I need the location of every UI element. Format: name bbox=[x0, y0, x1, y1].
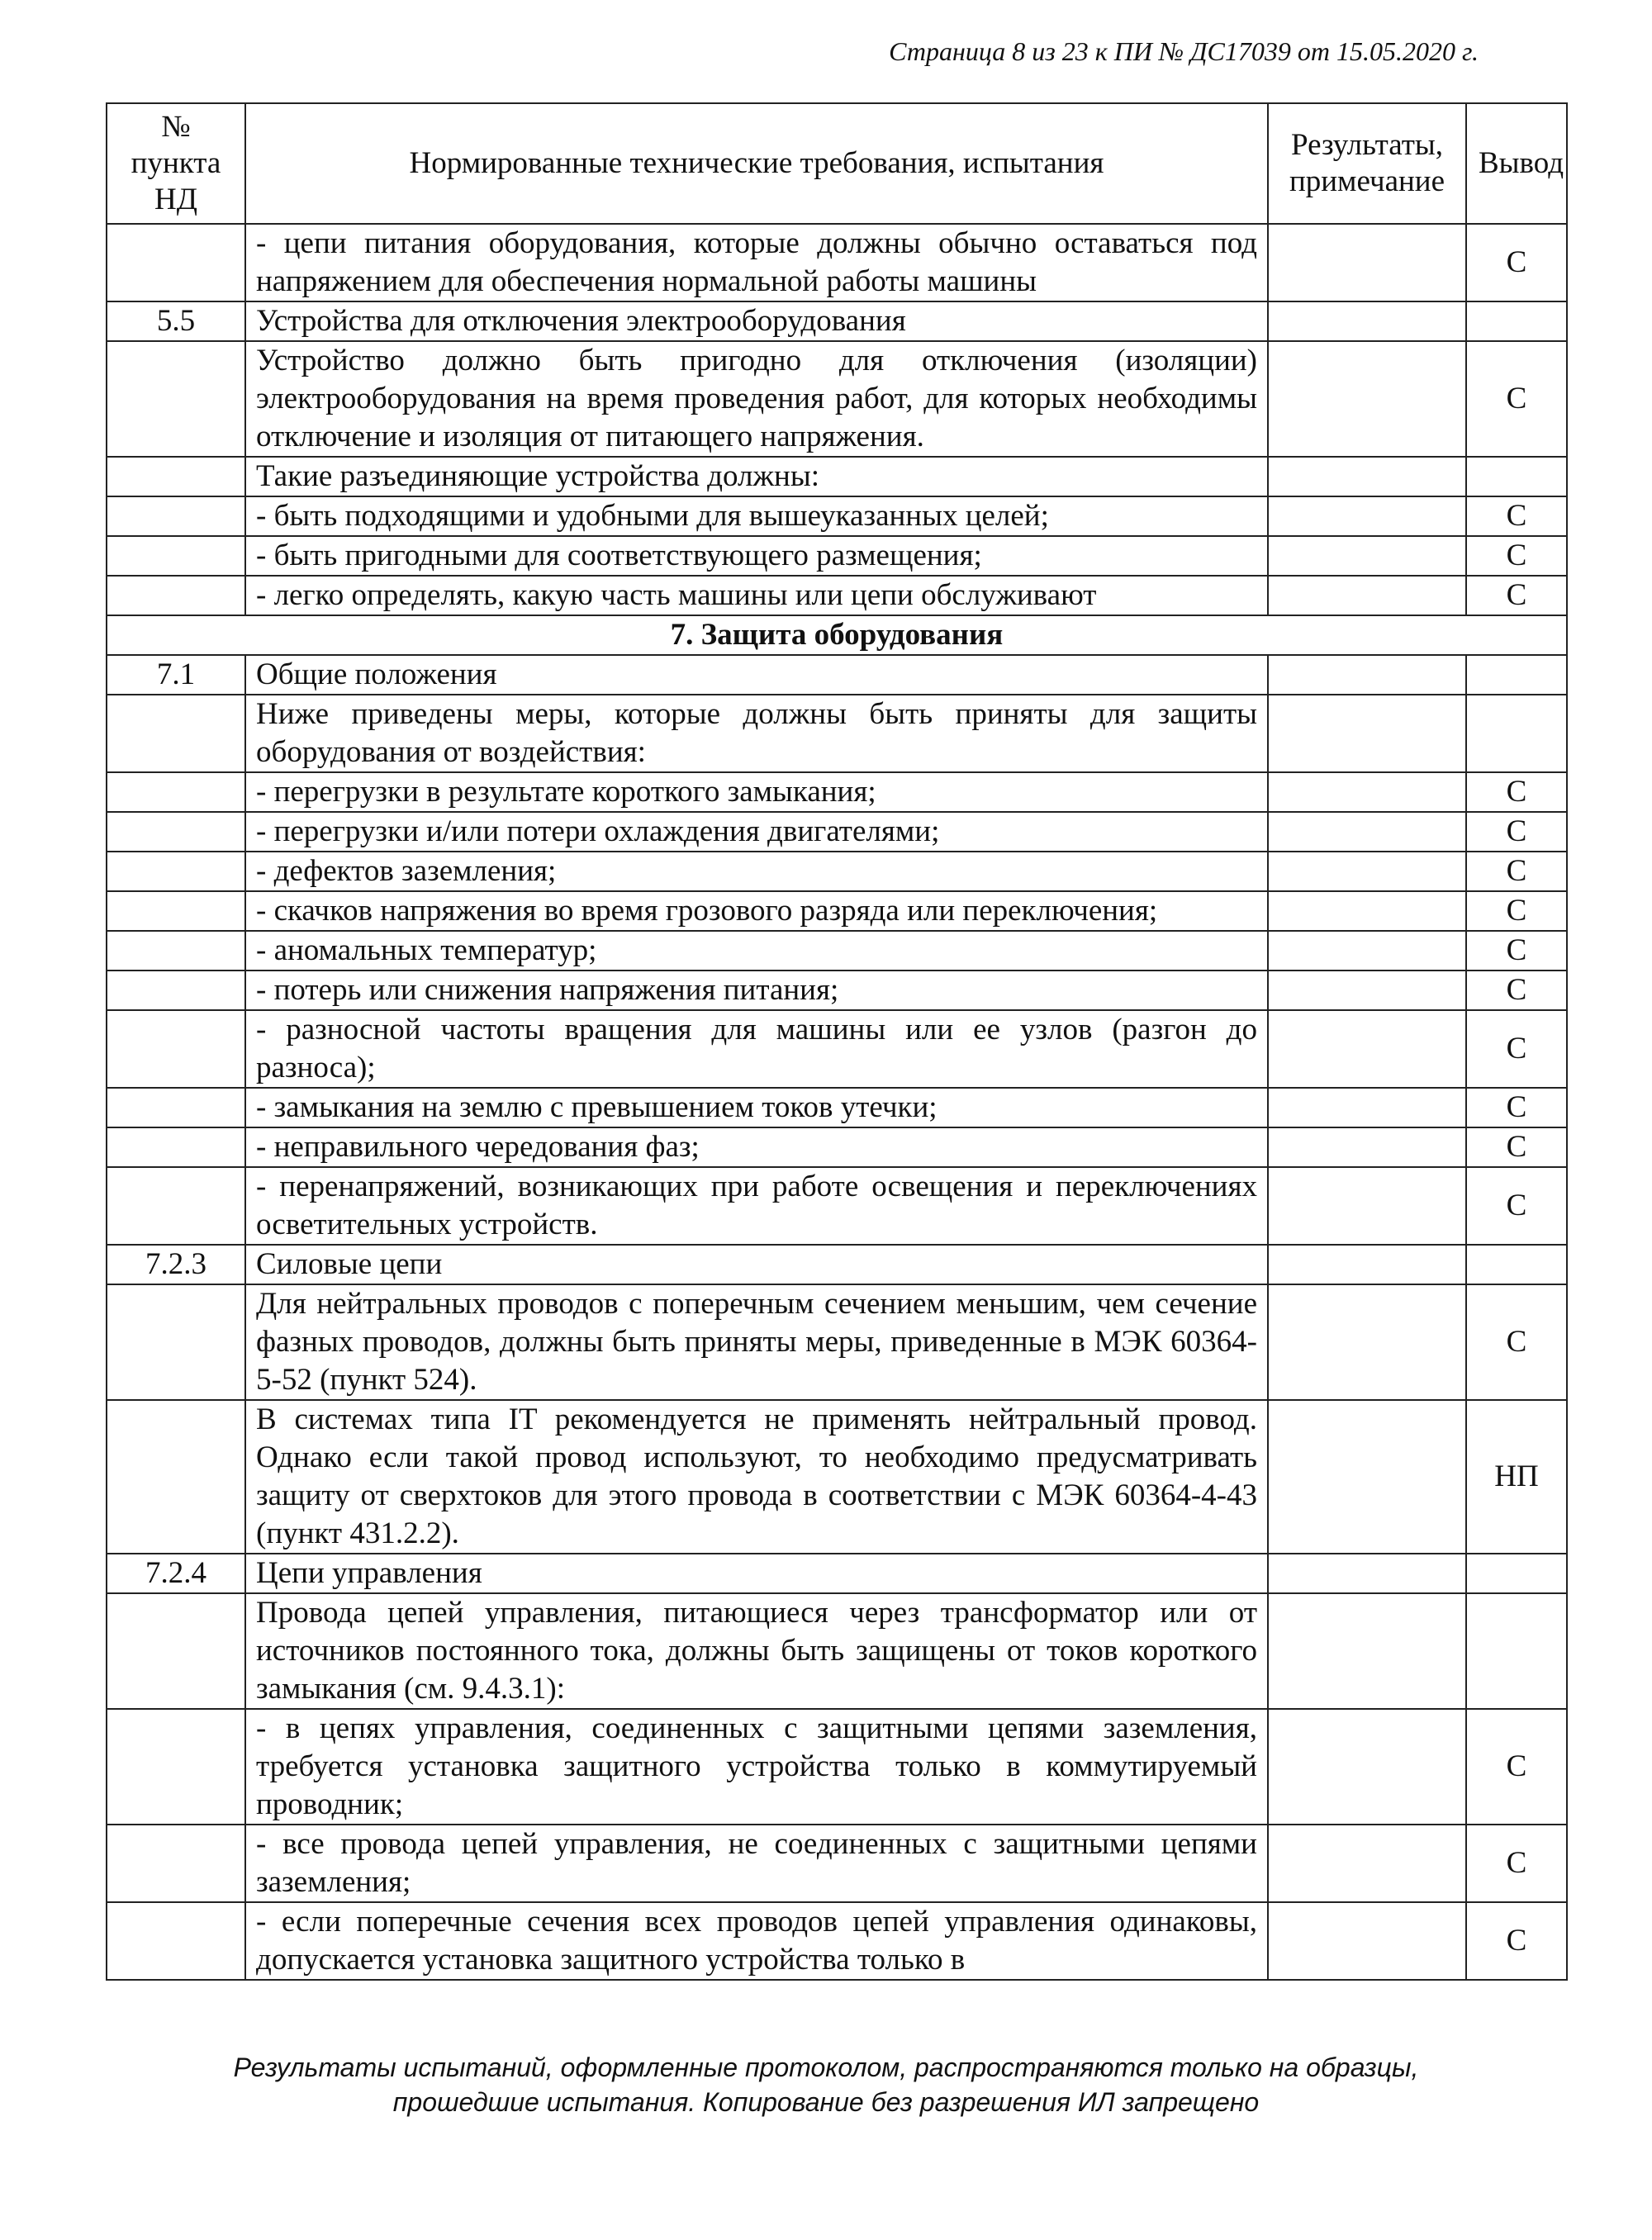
item-number bbox=[107, 852, 245, 891]
conclusion: С bbox=[1466, 1284, 1567, 1400]
item-number bbox=[107, 971, 245, 1010]
item-number bbox=[107, 1902, 245, 1980]
conclusion bbox=[1466, 695, 1567, 772]
conclusion: С bbox=[1466, 1167, 1567, 1245]
conclusion bbox=[1466, 457, 1567, 496]
table-row bbox=[107, 1127, 1567, 1167]
item-number bbox=[107, 1593, 245, 1709]
page-footer bbox=[0, 2050, 1652, 2119]
header-conclusion: Вывод bbox=[1466, 103, 1567, 224]
table-row bbox=[107, 1593, 1567, 1709]
result-note bbox=[1268, 1284, 1466, 1400]
requirement-text: - цепи питания оборудования, которые должны обычно оставаться под напряжением для обеспечения нормальной работы машины bbox=[245, 224, 1268, 301]
table-row bbox=[107, 655, 1567, 695]
item-number: 7.2.3 bbox=[107, 1245, 245, 1284]
item-number bbox=[107, 496, 245, 536]
conclusion: С bbox=[1466, 1709, 1567, 1825]
conclusion: С bbox=[1466, 1088, 1567, 1127]
conclusion: С bbox=[1466, 1127, 1567, 1167]
requirement-text: Цепи управления bbox=[245, 1554, 1268, 1593]
item-number bbox=[107, 1088, 245, 1127]
item-number: 5.5 bbox=[107, 301, 245, 341]
result-note bbox=[1268, 931, 1466, 971]
item-number bbox=[107, 576, 245, 615]
section-row bbox=[107, 615, 1567, 655]
result-note bbox=[1268, 852, 1466, 891]
conclusion: С bbox=[1466, 536, 1567, 576]
table-body bbox=[107, 103, 1567, 1980]
requirement-text: - неправильного чередования фаз; bbox=[245, 1127, 1268, 1167]
conclusion: НП bbox=[1466, 1400, 1567, 1554]
table-row bbox=[107, 1284, 1567, 1400]
conclusion: С bbox=[1466, 576, 1567, 615]
conclusion: С bbox=[1466, 224, 1567, 301]
table-row bbox=[107, 1709, 1567, 1825]
item-number bbox=[107, 1709, 245, 1825]
table-row bbox=[107, 891, 1567, 931]
item-number: 7.1 bbox=[107, 655, 245, 695]
page-header: Страница 8 из 23 к ПИ № ДС17039 от 15.05.2020 г. bbox=[889, 36, 1479, 66]
result-note bbox=[1268, 536, 1466, 576]
table-row bbox=[107, 224, 1567, 301]
requirement-text: В системах типа IT рекомендуется не применять нейтральный провод. Однако если такой провод используют, то необходимо предусматривать защиту от сверхтоков для этого провода в соответствии с МЭК 60364-4-43 (пункт 431.2.2). bbox=[245, 1400, 1268, 1554]
conclusion: С bbox=[1466, 772, 1567, 812]
item-number bbox=[107, 812, 245, 852]
requirement-text: Для нейтральных проводов с поперечным сечением меньшим, чем сечение фазных проводов, должны быть приняты меры, приведенные в МЭК 60364-5-52 (пункт 524). bbox=[245, 1284, 1268, 1400]
table-row bbox=[107, 457, 1567, 496]
result-note bbox=[1268, 1167, 1466, 1245]
item-number bbox=[107, 931, 245, 971]
result-note bbox=[1268, 772, 1466, 812]
table-row bbox=[107, 496, 1567, 536]
table-row bbox=[107, 1902, 1567, 1980]
header-requirements: Нормированные технические требования, испытания bbox=[245, 103, 1268, 224]
requirement-text: Устройства для отключения электрооборудования bbox=[245, 301, 1268, 341]
requirement-text: - скачков напряжения во время грозового разряда или переключения; bbox=[245, 891, 1268, 931]
requirement-text: - перегрузки и/или потери охлаждения двигателями; bbox=[245, 812, 1268, 852]
conclusion bbox=[1466, 655, 1567, 695]
item-number bbox=[107, 1284, 245, 1400]
table-row bbox=[107, 1088, 1567, 1127]
item-number bbox=[107, 1825, 245, 1902]
result-note bbox=[1268, 971, 1466, 1010]
item-number bbox=[107, 536, 245, 576]
conclusion: С bbox=[1466, 1010, 1567, 1088]
requirement-text: - если поперечные сечения всех проводов цепей управления одинаковы, допускается установка защитного устройства только в bbox=[245, 1902, 1268, 1980]
conclusion: С bbox=[1466, 1902, 1567, 1980]
conclusion bbox=[1466, 1593, 1567, 1709]
result-note bbox=[1268, 655, 1466, 695]
requirement-text: - потерь или снижения напряжения питания; bbox=[245, 971, 1268, 1010]
table-row bbox=[107, 301, 1567, 341]
table-row bbox=[107, 772, 1567, 812]
result-note bbox=[1268, 695, 1466, 772]
result-note bbox=[1268, 891, 1466, 931]
result-note bbox=[1268, 1902, 1466, 1980]
table-row bbox=[107, 812, 1567, 852]
conclusion: С bbox=[1466, 931, 1567, 971]
table-row bbox=[107, 971, 1567, 1010]
table-row bbox=[107, 536, 1567, 576]
result-note bbox=[1268, 1010, 1466, 1088]
conclusion: С bbox=[1466, 812, 1567, 852]
requirement-text: - в цепях управления, соединенных с защитными цепями заземления, требуется установка защитного устройства только в коммутируемый проводник; bbox=[245, 1709, 1268, 1825]
requirement-text: - аномальных температур; bbox=[245, 931, 1268, 971]
requirement-text: - быть подходящими и удобными для вышеуказанных целей; bbox=[245, 496, 1268, 536]
requirement-text: - все провода цепей управления, не соединенных с защитными цепями заземления; bbox=[245, 1825, 1268, 1902]
result-note bbox=[1268, 812, 1466, 852]
requirement-text: - перенапряжений, возникающих при работе освещения и переключениях осветительных устройств. bbox=[245, 1167, 1268, 1245]
requirement-text: - перегрузки в результате короткого замыкания; bbox=[245, 772, 1268, 812]
requirement-text: - замыкания на землю с превышением токов утечки; bbox=[245, 1088, 1268, 1127]
result-note bbox=[1268, 1088, 1466, 1127]
conclusion: С bbox=[1466, 852, 1567, 891]
item-number bbox=[107, 1400, 245, 1554]
conclusion: С bbox=[1466, 341, 1567, 457]
conclusion bbox=[1466, 1245, 1567, 1284]
table-header-row bbox=[107, 103, 1567, 224]
conclusion bbox=[1466, 301, 1567, 341]
table-row bbox=[107, 341, 1567, 457]
item-number bbox=[107, 224, 245, 301]
section-title: 7. Защита оборудования bbox=[107, 615, 1567, 655]
requirement-text: - разносной частоты вращения для машины или ее узлов (разгон до разноса); bbox=[245, 1010, 1268, 1088]
conclusion bbox=[1466, 1554, 1567, 1593]
item-number bbox=[107, 772, 245, 812]
conclusion: С bbox=[1466, 1825, 1567, 1902]
footer-line-2: прошедшие испытания. Копирование без разрешения ИЛ запрещено bbox=[392, 2087, 1260, 2117]
result-note bbox=[1268, 1709, 1466, 1825]
item-number bbox=[107, 1127, 245, 1167]
result-note bbox=[1268, 576, 1466, 615]
conclusion: С bbox=[1466, 971, 1567, 1010]
item-number bbox=[107, 457, 245, 496]
result-note bbox=[1268, 224, 1466, 301]
requirement-text: - дефектов заземления; bbox=[245, 852, 1268, 891]
requirement-text: Провода цепей управления, питающиеся через трансформатор или от источников постоянного тока, должны быть защищены от токов короткого замыкания (см. 9.4.3.1): bbox=[245, 1593, 1268, 1709]
conclusion: С bbox=[1466, 891, 1567, 931]
result-note bbox=[1268, 1400, 1466, 1554]
table-row bbox=[107, 931, 1567, 971]
result-note bbox=[1268, 1825, 1466, 1902]
requirement-text: Силовые цепи bbox=[245, 1245, 1268, 1284]
result-note bbox=[1268, 1245, 1466, 1284]
header-results: Результаты, примечание bbox=[1268, 103, 1466, 224]
table-row bbox=[107, 1554, 1567, 1593]
item-number bbox=[107, 1010, 245, 1088]
header-num: № пункта НД bbox=[107, 103, 245, 224]
item-number bbox=[107, 695, 245, 772]
result-note bbox=[1268, 457, 1466, 496]
item-number bbox=[107, 891, 245, 931]
footer-line-1: Результаты испытаний, оформленные протоколом, распространяются только на образцы, bbox=[233, 2053, 1419, 2082]
table-row bbox=[107, 1825, 1567, 1902]
table-row bbox=[107, 1245, 1567, 1284]
result-note bbox=[1268, 341, 1466, 457]
table-row bbox=[107, 576, 1567, 615]
result-note bbox=[1268, 1554, 1466, 1593]
requirement-text: Такие разъединяющие устройства должны: bbox=[245, 457, 1268, 496]
item-number bbox=[107, 1167, 245, 1245]
requirement-text: Устройство должно быть пригодно для отключения (изоляции) электрооборудования на время проведения работ, для которых необходимы отключение и изоляция от питающего напряжения. bbox=[245, 341, 1268, 457]
requirement-text: - легко определять, какую часть машины или цепи обслуживают bbox=[245, 576, 1268, 615]
item-number: 7.2.4 bbox=[107, 1554, 245, 1593]
table-row bbox=[107, 695, 1567, 772]
requirements-table bbox=[106, 102, 1568, 1981]
result-note bbox=[1268, 1593, 1466, 1709]
item-number bbox=[107, 341, 245, 457]
table-row bbox=[107, 1167, 1567, 1245]
table-row bbox=[107, 1010, 1567, 1088]
requirement-text: Общие положения bbox=[245, 655, 1268, 695]
result-note bbox=[1268, 1127, 1466, 1167]
requirement-text: - быть пригодными для соответствующего размещения; bbox=[245, 536, 1268, 576]
requirement-text: Ниже приведены меры, которые должны быть приняты для защиты оборудования от воздействия: bbox=[245, 695, 1268, 772]
result-note bbox=[1268, 301, 1466, 341]
result-note bbox=[1268, 496, 1466, 536]
conclusion: С bbox=[1466, 496, 1567, 536]
table-row bbox=[107, 1400, 1567, 1554]
table-row bbox=[107, 852, 1567, 891]
